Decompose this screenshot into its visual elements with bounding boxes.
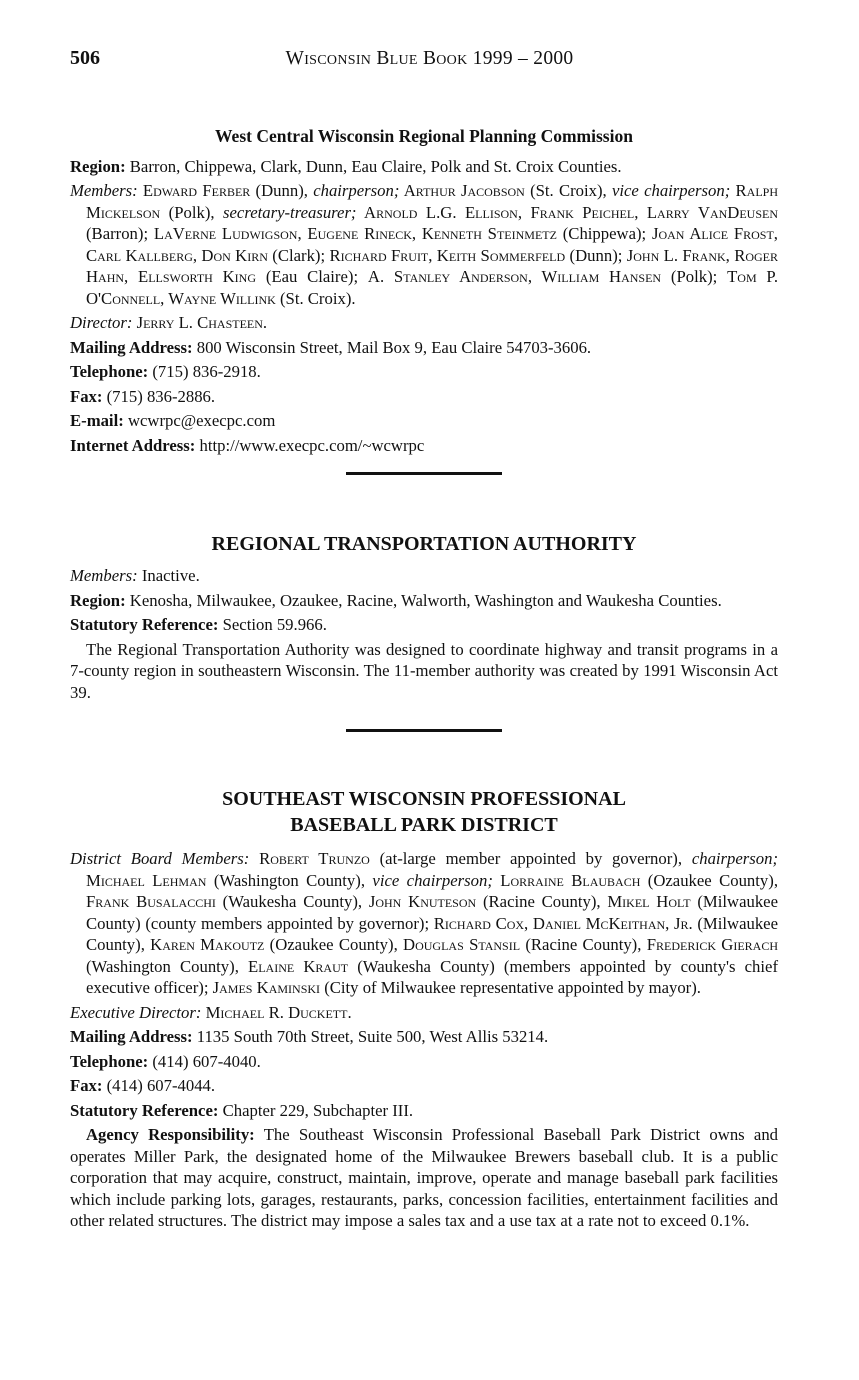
internet-label: Internet Address: — [70, 435, 196, 455]
members-label: Members: — [70, 566, 138, 585]
statutory-label: Statutory Reference: — [70, 1100, 219, 1120]
region-entry — [70, 590, 778, 612]
member-name: Elaine Kraut — [248, 956, 349, 976]
responsibility-label: Agency Responsibility: — [86, 1125, 255, 1144]
email-label: E-mail: — [70, 411, 124, 430]
section-title-line: BASEBALL PARK DISTRICT — [290, 814, 558, 836]
fax-value: (715) 836-2886. — [106, 386, 216, 406]
fax-entry — [70, 1075, 778, 1097]
member-name: Michael Lehman — [86, 870, 207, 890]
member-role: chairperson; — [313, 181, 400, 200]
director-entry — [70, 312, 778, 334]
internet-entry — [70, 435, 778, 457]
responsibility-paragraph — [70, 1124, 778, 1232]
member-name: A. Stanley Anderson, William Hansen — [367, 267, 662, 286]
member-text: (Barron); — [86, 224, 154, 243]
member-text: (Ozaukee County), — [640, 870, 778, 890]
running-header: Wisconsin Blue Book 1999 – 2000 — [285, 48, 574, 69]
statutory-entry — [70, 614, 778, 636]
member-text: (St. Croix). — [275, 288, 356, 308]
member-text: (Washington County), — [86, 956, 249, 976]
region-label: Region: — [70, 590, 126, 610]
executive-director-value: Michael R. Duckett. — [205, 1002, 352, 1022]
section-title: REGIONAL TRANSPORTATION AUTHORITY — [211, 533, 637, 555]
member-name: Robert Trunzo — [259, 849, 370, 868]
section-baseball-park-district — [70, 786, 778, 1232]
member-name: Arnold L.G. Ellison, Frank Peichel, Larry VanDeusen — [356, 202, 779, 222]
member-text: (City of Milwaukee representative appointed by mayor). — [320, 978, 701, 997]
member-name: John Knuteson — [368, 892, 477, 911]
section-regional-transportation — [70, 531, 778, 703]
member-name: Frank Busalacchi — [86, 892, 216, 911]
member-name: Mikel Holt — [607, 892, 691, 911]
member-text: (Dunn), — [250, 181, 314, 200]
member-text: (Clark); — [267, 245, 330, 265]
internet-value: http://www.execpc.com/~wcwrpc — [199, 435, 425, 455]
member-name: LaVerne Ludwigson, Eugene Rineck, Kenneth Steinmetz — [153, 224, 557, 243]
telephone-label: Telephone: — [70, 1051, 149, 1071]
member-text: (Waukesha County), — [215, 892, 369, 911]
member-text: (Ozaukee County), — [264, 935, 404, 954]
section-title: West Central Wisconsin Regional Planning Commission — [215, 126, 633, 146]
page-number: 506 — [70, 47, 100, 69]
director-value: Jerry L. Chasteen. — [136, 313, 268, 332]
mailing-label: Mailing Address: — [70, 1027, 193, 1046]
member-name: Edward Ferber — [142, 181, 251, 200]
member-text: (Waukesha County) (members appointed by county's chief executive officer); — [86, 956, 778, 997]
mailing-entry — [70, 337, 778, 359]
fax-value: (414) 607-4044. — [106, 1076, 216, 1095]
section-title — [70, 786, 778, 838]
member-name: James Kaminski — [212, 978, 321, 997]
board-entry — [70, 848, 778, 999]
member-role: chairperson; — [691, 849, 779, 868]
page-content — [70, 126, 778, 1235]
statutory-value: Chapter 229, Subchapter III. — [222, 1100, 414, 1120]
member-text: (Polk), — [160, 202, 224, 222]
member-name: John L. Frank, Roger Hahn, Ellsworth King — [86, 245, 778, 286]
region-label: Region: — [70, 156, 126, 176]
fax-label: Fax: — [70, 1076, 103, 1095]
member-text: (Milwaukee County) (county members appointed by governor); — [86, 892, 778, 933]
member-text: (Eau Claire); — [256, 267, 368, 286]
board-label: District Board Members: — [70, 849, 250, 868]
member-text: (Dunn); — [565, 245, 627, 265]
members-entry — [70, 565, 778, 587]
mailing-label: Mailing Address: — [70, 337, 193, 357]
statutory-label: Statutory Reference: — [70, 615, 219, 634]
member-name: Karen Makoutz — [150, 935, 265, 954]
member-text: (St. Croix), — [524, 181, 612, 200]
telephone-label: Telephone: — [70, 362, 149, 381]
member-text: (Racine County), — [476, 892, 608, 911]
email-value: wcwrpc@execpc.com — [127, 411, 276, 430]
section-west-central-rpc — [70, 126, 778, 456]
telephone-value: (715) 836-2918. — [152, 362, 261, 381]
member-text: (Racine County), — [520, 935, 647, 954]
section-divider — [346, 472, 502, 475]
member-name: Joan Alice Frost, Carl Kallberg, Don Kirn — [86, 224, 778, 265]
fax-entry — [70, 386, 778, 408]
region-entry — [70, 156, 778, 178]
fax-label: Fax: — [70, 386, 103, 406]
section-title-line: SOUTHEAST WISCONSIN PROFESSIONAL — [222, 788, 626, 810]
member-name: Arthur Jacobson — [399, 181, 525, 200]
member-role: secretary-treasurer; — [223, 202, 357, 222]
statutory-entry — [70, 1100, 778, 1122]
statutory-value: Section 59.966. — [222, 615, 327, 634]
member-name: Douglas Stansil — [403, 935, 521, 954]
members-entry — [70, 180, 778, 309]
member-name: Richard Cox, Daniel McKeithan, Jr. — [433, 913, 693, 933]
mailing-value: 1135 South 70th Street, Suite 500, West Allis 53214. — [196, 1027, 549, 1046]
member-text: (at-large member appointed by governor), — [369, 849, 692, 868]
section-divider — [346, 729, 502, 732]
telephone-entry — [70, 361, 778, 383]
member-role: vice chairperson; — [611, 181, 731, 200]
executive-director-label: Executive Director: — [70, 1002, 202, 1022]
telephone-value: (414) 607-4040. — [152, 1051, 261, 1071]
director-label: Director: — [70, 313, 133, 332]
executive-director-entry — [70, 1002, 778, 1024]
member-text: (Milwaukee County), — [86, 913, 778, 954]
region-value: Kenosha, Milwaukee, Ozaukee, Racine, Walworth, Washington and Waukesha Counties. — [129, 590, 722, 610]
telephone-entry — [70, 1051, 778, 1073]
responsibility-value: The Southeast Wisconsin Professional Baseball Park District owns and operates Miller Park, the designated home of the Milwaukee Brewers baseball club. It is a public corporation that may acquire, construct, maintain, improve, operate and manage baseball park facilities which include parking lots, garages, restaurants, parks, concession facilities, entertainment facilities and other related structures. The district may impose a sales tax and a use tax at a rate not to exceed 0.1%. — [70, 1125, 779, 1230]
members-label: Members: — [70, 181, 138, 200]
members-value: Inactive. — [141, 566, 200, 585]
mailing-entry — [70, 1026, 778, 1048]
member-text: (Washington County), — [206, 870, 373, 890]
region-value: Barron, Chippewa, Clark, Dunn, Eau Claire, Polk and St. Croix Counties. — [129, 156, 622, 176]
member-name: Ralph Mickelson — [86, 181, 779, 222]
member-name: Frederick Gierach — [646, 935, 778, 954]
description-paragraph: The Regional Transportation Authority was designed to coordinate highway and transit programs in a 7-county region in southeastern Wisconsin. The 11-member authority was created by 1991 Wisconsin Act 39. — [70, 639, 778, 702]
member-name: Lorraine Blaubach — [492, 870, 641, 890]
member-text: (Chippewa); — [556, 224, 652, 243]
member-role: vice chairperson; — [372, 870, 493, 890]
email-entry — [70, 410, 778, 432]
member-name: Tom P. O'Connell, Wayne Willink — [86, 267, 779, 308]
member-text: (Polk); — [661, 267, 728, 286]
mailing-value: 800 Wisconsin Street, Mail Box 9, Eau Claire 54703-3606. — [196, 337, 592, 357]
member-name: Richard Fruit, Keith Sommerfeld — [329, 245, 566, 265]
